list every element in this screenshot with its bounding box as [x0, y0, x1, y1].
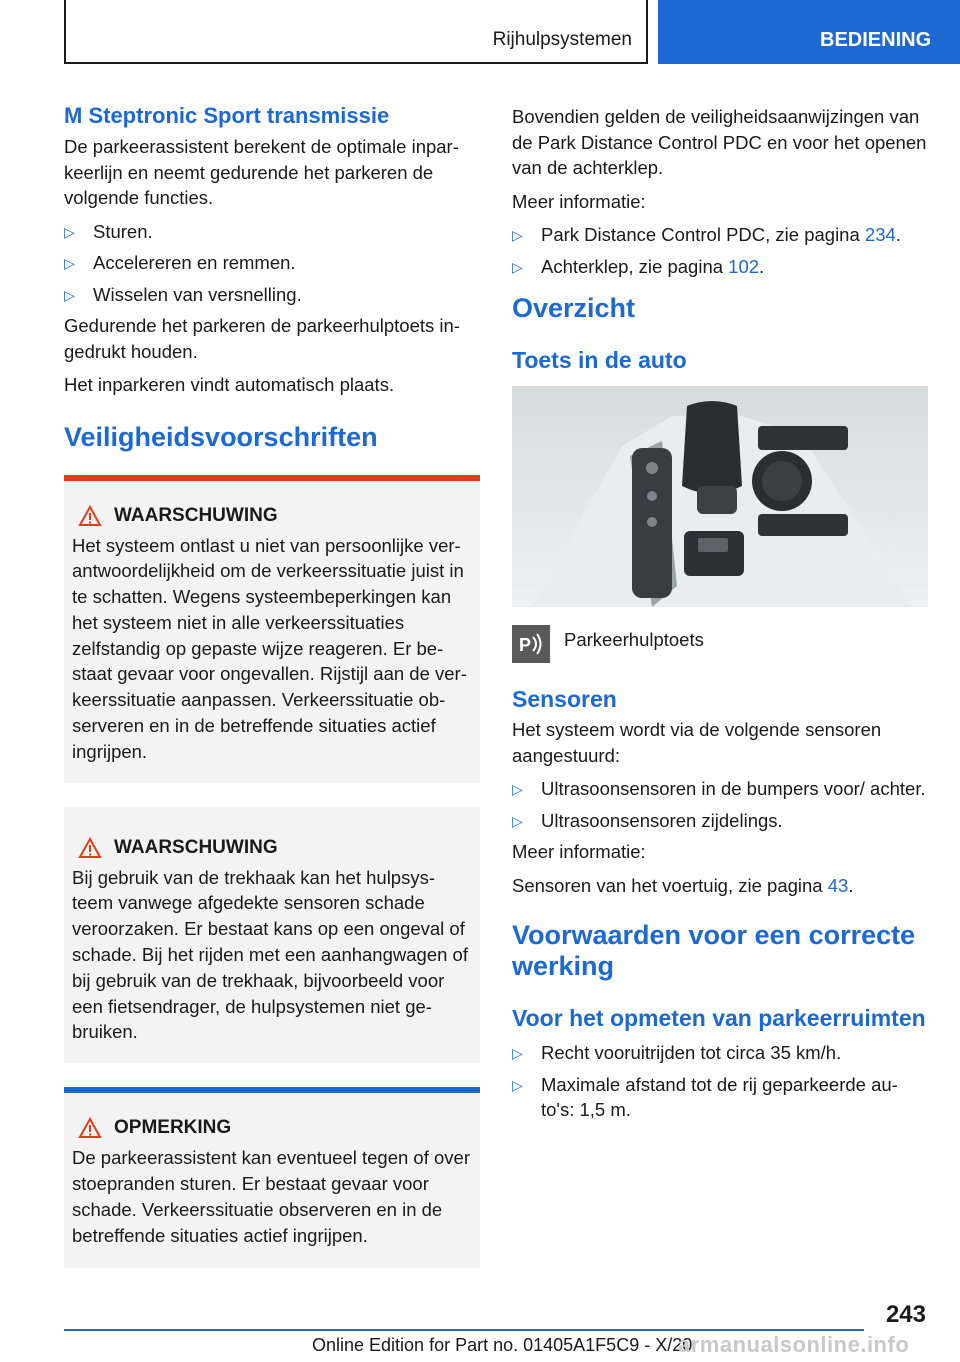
- list-item: ▷ Sturen.: [64, 219, 480, 245]
- heading-sensors: Sensoren: [512, 686, 617, 712]
- park-assist-icon: [512, 625, 550, 663]
- bullet-arrow-icon: ▷: [512, 258, 523, 275]
- left-column: [64, 98, 480, 1268]
- sensor-list: [512, 776, 928, 833]
- right-column: [512, 104, 928, 1129]
- page-link[interactable]: 102: [728, 255, 760, 277]
- warning-box: [64, 807, 480, 1064]
- note-title: OPMERKING: [114, 1117, 232, 1139]
- watermark: armanualsonline.info: [678, 1332, 910, 1357]
- warning-title: WAARSCHUWING: [114, 504, 278, 526]
- paragraph: Het systeem wordt via de volgende sensoren aangestuurd:: [512, 719, 882, 766]
- paragraph: De parkeerassistent berekent de optimale inpar-keerlijn en neemt gedurende het parkeren de volgende functies.: [64, 136, 459, 208]
- page-number: 243: [885, 1301, 926, 1328]
- bullet-arrow-icon: ▷: [64, 223, 75, 240]
- paragraph: Bovendien gelden de veiligheidsaanwijzingen van de Park Distance Control PDC en voor het openen van de achterklep.: [512, 106, 927, 178]
- list-item: ▷ Ultrasoonsensoren in de bumpers voor/ achter.: [512, 776, 928, 802]
- paragraph: Gedurende het parkeren de parkeerhulptoets in-gedrukt houden.: [64, 315, 460, 362]
- paragraph: Sensoren van het voertuig, zie pagina 43.: [512, 874, 854, 896]
- header-box: [64, 0, 648, 64]
- edition-text: Online Edition for Part no. 01405A1F5C9 - X/20: [312, 1335, 693, 1355]
- heading-overview: Overzicht: [512, 293, 636, 323]
- note-text: De parkeerassistent kan eventueel tegen of over stoepranden sturen. Er bestaat gevaar voor schade. Verkeerssituatie observeren en in de betreffende situaties actief ingrijpen.: [72, 1147, 470, 1246]
- chapter-tab[interactable]: BEDIENING: [658, 0, 960, 64]
- footer-divider: [64, 1329, 864, 1331]
- list-item: ▷ Wisselen van versnelling.: [64, 282, 480, 308]
- bullet-arrow-icon: ▷: [64, 286, 75, 303]
- warning-text: Het systeem ontlast u niet van persoonlijke ver-antwoordelijkheid om de verkeerssituatie juist in te schatten. Wegens systeembeperkingen kan het systeem niet in alle verkeerssituaties zelfstandig op gepaste wijze reageren. Er be-staat gevaar voor ongevallen. Rijstijl aan de ver-keerssituatie aanpassen. Verkeerssituatie ob-serveren en in de betreffende situaties actief ingrijpen.: [72, 534, 467, 762]
- bullet-arrow-icon: ▷: [512, 227, 523, 243]
- warning-title: WAARSCHUWING: [114, 836, 278, 858]
- page-link[interactable]: 234: [864, 224, 896, 245]
- list-item: ▷ Maximale afstand tot de rij geparkeerde au-to's: 1,5 m.: [512, 1073, 898, 1120]
- function-list: [64, 219, 480, 308]
- note-box: [64, 1087, 480, 1268]
- heading-measure: Voor het opmeten van parkeerruimten: [512, 1005, 926, 1031]
- bullet-arrow-icon: ▷: [64, 255, 75, 271]
- bullet-arrow-icon: ▷: [512, 1076, 523, 1093]
- button-legend: [512, 625, 928, 663]
- bullet-arrow-icon: ▷: [512, 812, 523, 829]
- list-item: ▷ Park Distance Control PDC, zie pagina 234.: [512, 222, 928, 248]
- list-item: ▷ Recht vooruitrijden tot circa 35 km/h.: [512, 1040, 928, 1066]
- bullet-arrow-icon: ▷: [512, 1045, 523, 1061]
- paragraph: Meer informatie:: [512, 841, 646, 862]
- button-label: Parkeerhulptoets: [564, 629, 704, 650]
- reference-list: [512, 222, 928, 279]
- list-item: ▷ Achterklep, zie pagina 102.: [512, 254, 928, 280]
- list-item: ▷ Accelereren en remmen.: [64, 250, 480, 276]
- warning-text: Bij gebruik van de trekhaak kan het hulpsys-teem vanwege afgedekte sensoren schade veroorzaken. Er bestaat kans op een ongeval of schade. Bij het rijden met een aanhangwagen of bij gebruik van de trekhaak, bijvoorbeeld voor een fietsendrager, de hulpsystemen niet ge-bruiken.: [72, 866, 468, 1043]
- svg-text:P: P: [519, 635, 532, 655]
- measure-list: [512, 1040, 928, 1123]
- center-console-photo: [512, 386, 928, 607]
- section-title: Rijhulpsystemen: [492, 29, 632, 50]
- warning-triangle-icon: [78, 837, 102, 859]
- heading-conditions: Voorwaarden voor een correcte werking: [512, 920, 916, 981]
- heading-steptronic: M Steptronic Sport transmissie: [64, 103, 390, 128]
- list-item: ▷ Ultrasoonsensoren zijdelings.: [512, 808, 928, 834]
- bullet-arrow-icon: ▷: [512, 781, 523, 797]
- paragraph: Het inparkeren vindt automatisch plaats.: [64, 374, 395, 395]
- paragraph: Meer informatie:: [512, 190, 646, 212]
- warning-triangle-icon: [78, 505, 102, 527]
- heading-button: Toets in de auto: [512, 347, 687, 373]
- heading-safety: Veiligheidsvoorschriften: [64, 421, 378, 452]
- warning-box: [64, 475, 480, 783]
- page-link[interactable]: 43: [827, 874, 849, 896]
- warning-triangle-icon: [78, 1117, 102, 1139]
